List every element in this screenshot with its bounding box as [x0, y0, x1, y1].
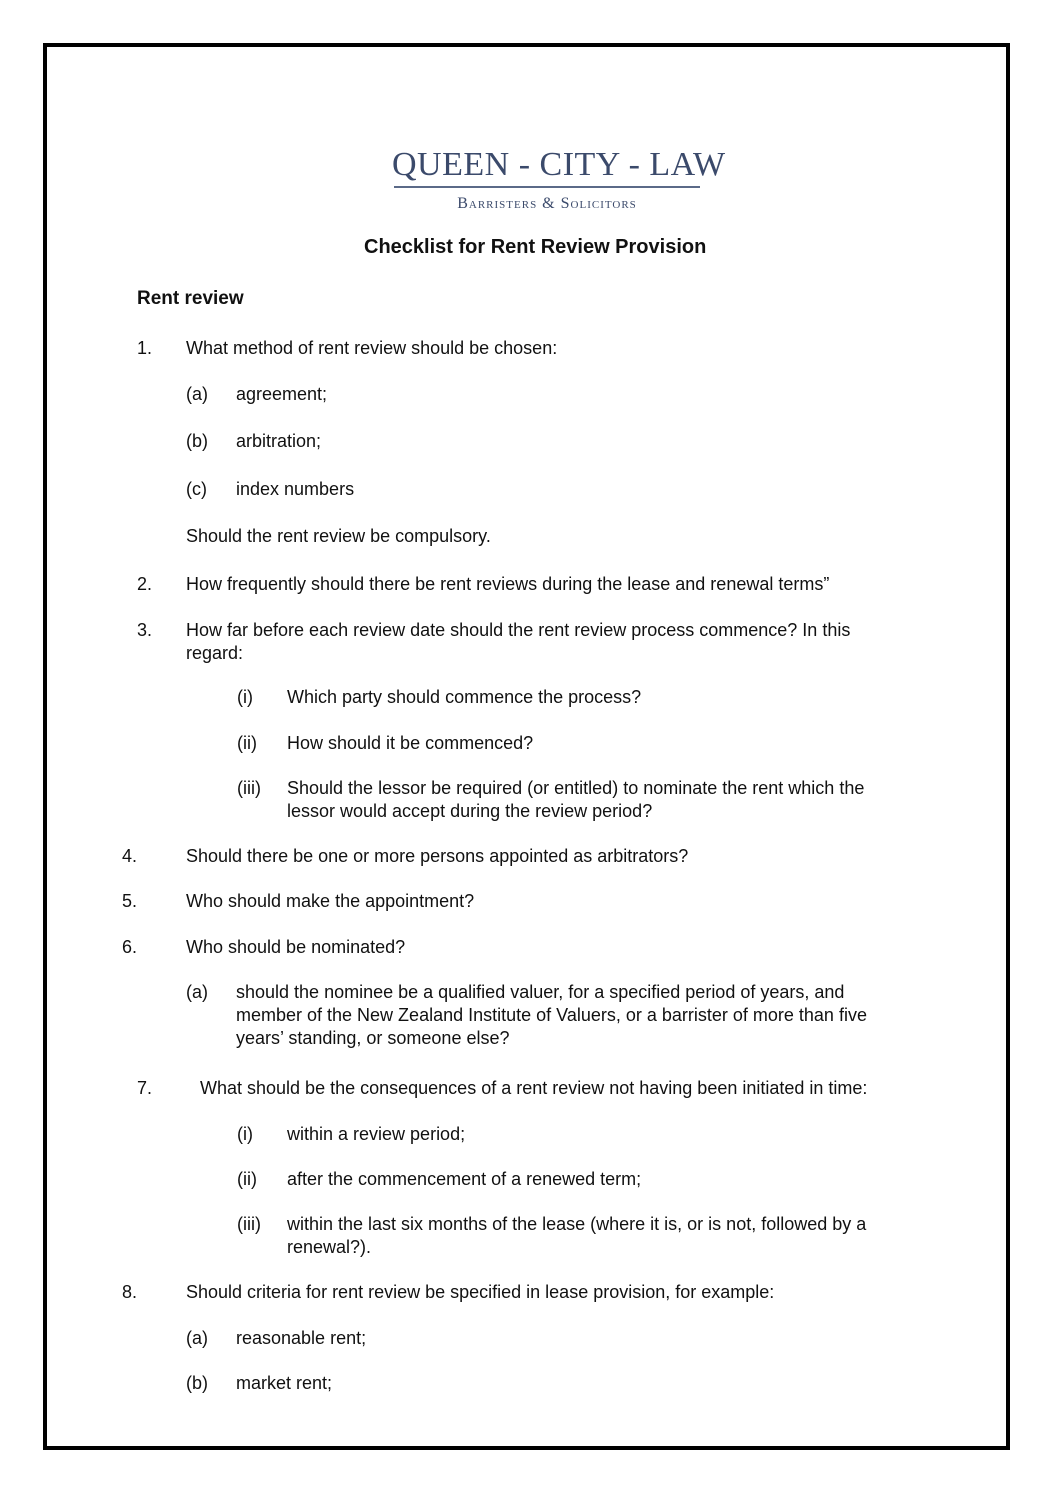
item-text: What should be the consequences of a rent review not having been initiated in time:: [200, 1078, 868, 1098]
item-text: Should there be one or more persons appointed as arbitrators?: [186, 846, 689, 866]
item-number: 2.: [137, 574, 153, 594]
subitem-label: (b): [186, 431, 208, 451]
item-text-line: regard:: [186, 643, 244, 663]
item-note: Should the rent review be compulsory.: [186, 526, 491, 546]
item-text: Who should be nominated?: [186, 937, 406, 957]
subitem-text: after the commencement of a renewed term;: [287, 1169, 642, 1189]
subitem-text-line: Should the lessor be required (or entitled) to nominate the rent which the: [287, 778, 865, 798]
subitem-label: (b): [186, 1373, 208, 1393]
item-number: 7.: [137, 1078, 153, 1098]
item-text-line: How far before each review date should the rent review process commence? In this: [186, 620, 851, 640]
item-number: 3.: [137, 620, 153, 640]
subitem-text: agreement;: [236, 384, 328, 404]
subitem-label: (c): [186, 479, 207, 499]
subitem-text-line: lessor would accept during the review period?: [287, 801, 653, 821]
subitem-label: (ii): [237, 1169, 257, 1189]
item-number: 5.: [122, 891, 138, 911]
subitem-label: (iii): [237, 1214, 261, 1234]
item-text: How frequently should there be rent reviews during the lease and renewal terms”: [186, 574, 830, 594]
subitem-text: market rent;: [236, 1373, 333, 1393]
subitem-label: (i): [237, 1124, 253, 1144]
item-number: 1.: [137, 338, 153, 358]
subitem-text: within a review period;: [287, 1124, 466, 1144]
subitem-text: arbitration;: [236, 431, 322, 451]
subitem-label: (i): [237, 687, 253, 707]
firm-logo: [392, 140, 726, 214]
subitem-label: (a): [186, 982, 208, 1002]
subitem-label: (ii): [237, 733, 257, 753]
item-number: 8.: [122, 1282, 138, 1302]
subitem-label: (a): [186, 1328, 208, 1348]
logo-wordmark: QUEEN - CITY - LAW: [392, 146, 726, 183]
item-number: 4.: [122, 846, 138, 866]
subitem-text: How should it be commenced?: [287, 733, 534, 753]
item-text: What method of rent review should be chosen:: [186, 338, 558, 358]
item-text: Should criteria for rent review be specified in lease provision, for example:: [186, 1282, 775, 1302]
subitem-text: Which party should commence the process?: [287, 687, 642, 707]
logo-tagline: Barristers & Solicitors: [457, 195, 637, 212]
document-title: Checklist for Rent Review Provision: [364, 236, 707, 258]
subitem-label: (iii): [237, 778, 261, 798]
subitem-text-line: should the nominee be a qualified valuer, for a specified period of years, and: [236, 982, 845, 1002]
logo-divider: [394, 186, 700, 188]
subitem-label: (a): [186, 384, 208, 404]
item-text: Who should make the appointment?: [186, 891, 475, 911]
item-number: 6.: [122, 937, 138, 957]
section-heading: Rent review: [137, 288, 244, 309]
subitem-text-line: member of the New Zealand Institute of Valuers, or a barrister of more than five: [236, 1005, 867, 1025]
subitem-text: index numbers: [236, 479, 355, 499]
subitem-text: reasonable rent;: [236, 1328, 367, 1348]
subitem-text-line: within the last six months of the lease (where it is, or is not, followed by a: [287, 1214, 867, 1234]
subitem-text-line: renewal?).: [287, 1237, 372, 1257]
subitem-text-line: years’ standing, or someone else?: [236, 1028, 510, 1048]
